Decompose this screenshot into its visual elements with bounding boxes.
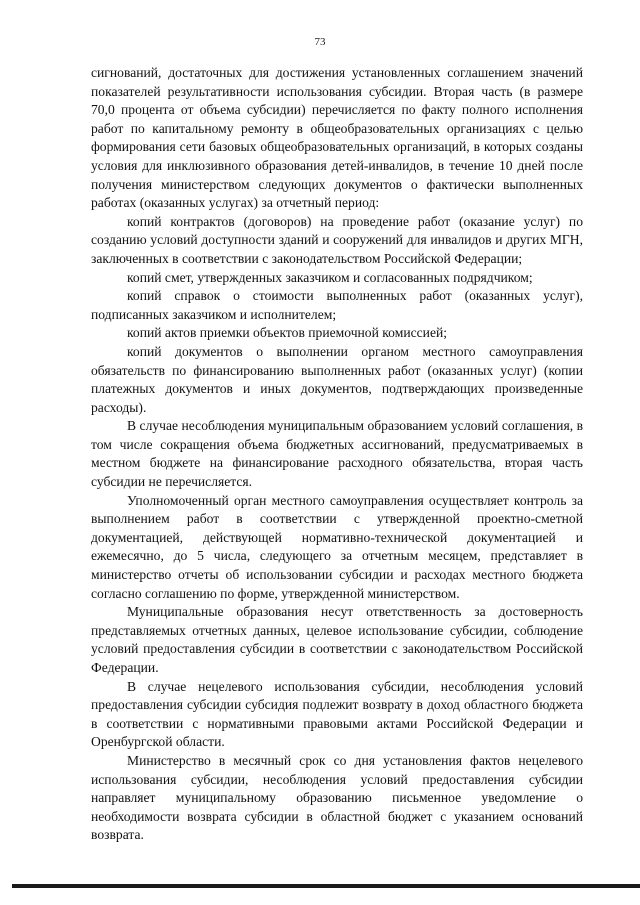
paragraph-7: В случае несоблюдения муниципальным образованием условий соглашения, в том числе сокращения объема бюджетных ассигнований, предусматриваемых в местном бюджете на финансирование расходного обязательства, вторая часть субсидии не перечисляется. — [91, 418, 583, 490]
paragraph-8: Уполномоченный орган местного самоуправления осуществляет контроль за выполнением работ в соответствии с утвержденной проектно-сметной документацией, действующей нормативно-технической документацией и ежемесячно, до 5 числа, следующего за отчетным месяцем, представляет в министерство отчеты об использовании субсидии и расходах местного бюджета согласно соглашению по форме, утвержденной министерством. — [91, 492, 583, 601]
paragraph-2: копий контрактов (договоров) на проведение работ (оказание услуг) по созданию условий доступности зданий и сооружений для инвалидов и других МГН, заключенных в соответствии с законодательством Российской Федерации; — [91, 213, 583, 266]
paragraph-3: копий смет, утвержденных заказчиком и согласованных подрядчиком; — [127, 269, 533, 285]
paragraph-11: Министерство в месячный срок со дня установления фактов нецелевого использования субсидии, несоблюдения условий предоставления субсидии направляет муниципальному образованию письменное уведомление о необходимости возврата субсидии в областной бюджет с указанием оснований возврата. — [91, 752, 583, 843]
paragraph-6: копий документов о выполнении органом местного самоуправления обязательств по финансированию выполненных работ (оказанных услуг) (копии платежных документов и иных документов, подтверждающих произведенные расходы). — [91, 343, 583, 415]
paragraph-4: копий справок о стоимости выполненных работ (оказанных услуг), подписанных заказчиком и исполнителем; — [91, 288, 583, 322]
document-body — [91, 64, 583, 845]
paragraph-10: В случае нецелевого использования субсидии, несоблюдения условий предоставления субсидии субсидия подлежит возврату в доход областного бюджета в соответствии с нормативными правовыми актами Российской Федерации и Оренбургской области. — [91, 678, 583, 750]
paragraph-9: Муниципальные образования несут ответственность за достоверность представляемых отчетных данных, целевое использование субсидии, соблюдение условий предоставления субсидии в соответствии с законодательством Российской Федерации. — [91, 604, 583, 675]
bottom-rule-divider — [12, 884, 640, 888]
paragraph-5: копий актов приемки объектов приемочной комиссией; — [127, 325, 448, 341]
paragraph-1: сигнований, достаточных для достижения установленных соглашением значений показателей результативности использования субсидии. Вторая часть (в размере 70,0 процента от объема субсидии) перечисляется по факту полного исполнения работ по капитальному ремонту в общеобразовательных организациях с целью формирования сети базовых общеобразовательных организаций, в которых созданы условия для инклюзивного образования детей-инвалидов, в течение 10 дней после получения министерством следующих документов о фактически выполненных работах (оказанных услугах) за отчетный период: — [91, 65, 583, 211]
page-number: 73 — [314, 36, 326, 48]
